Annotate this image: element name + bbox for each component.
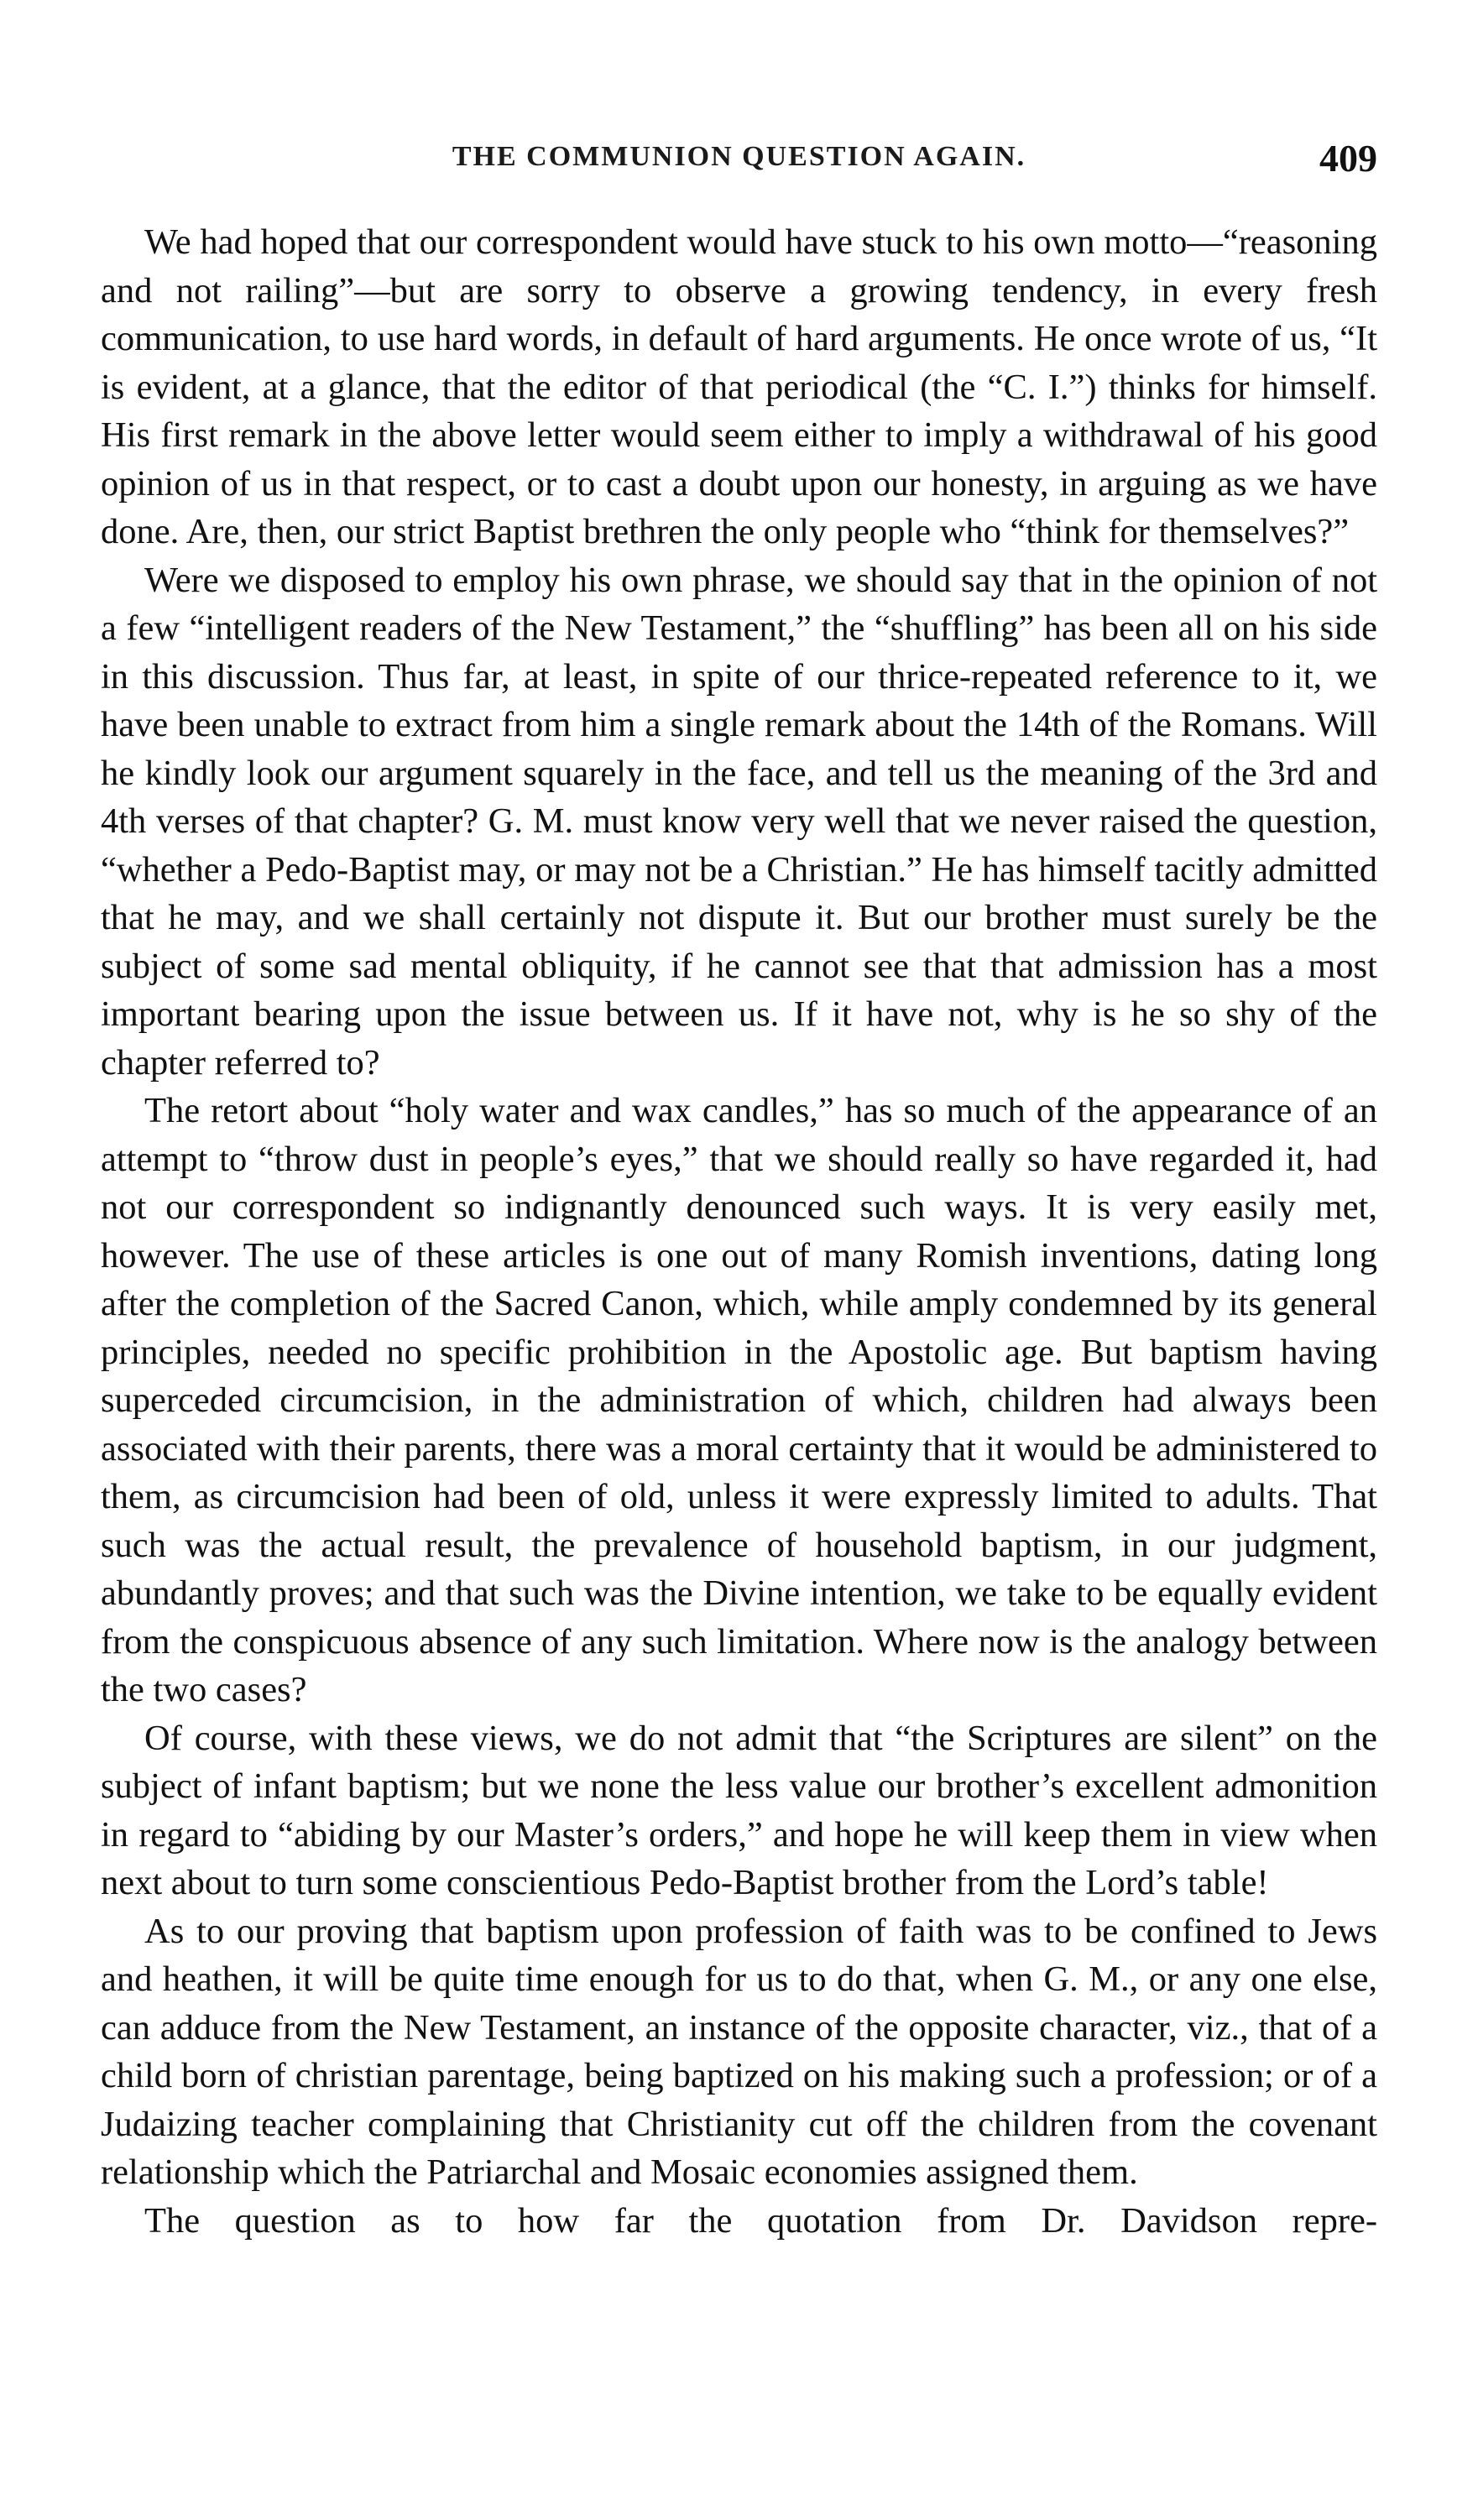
paragraph-2: Were we disposed to employ his own phrase, we should say that in the opinion of not a few “intelligent readers of the New Testament,” the “shuffling” has been all on his side in this discussion. Thus far, at least, in spite of our thrice-repeated reference to it, we have been unable to extract from him a single remark about the 14th of the Romans. Will he kindly look our argument squarely in the face, and tell us the meaning of the 3rd and 4th verses of that chapter? G. M. must know very well that we never raised the question, “whether a Pedo-Baptist may, or may not be a Christian.” He has himself tacitly admitted that he may, and we shall certainly not dispute it. But our brother must surely be the subject of some sad mental obliquity, if he cannot see that that admission has a most important bearing upon the issue between us. If it have not, why is he so shy of the chapter referred to? xyxy=(101,560,1377,1083)
paragraph-6: The question as to how far the quotation from Dr. Davidson repre- xyxy=(144,2200,1377,2241)
page-number: 409 xyxy=(1319,137,1377,180)
paragraph-4: Of course, with these views, we do not admit that “the Scriptures are silent” on the subject of infant baptism; but we none the less value our brother’s excellent admonition in regard to “abiding by our Master’s orders,” and hope he will keep them in view when next about to turn some conscientious Pedo-Baptist brother from the Lord’s table! xyxy=(101,1718,1377,1902)
body-text xyxy=(101,218,1377,2245)
page-header xyxy=(101,137,1377,191)
paragraph-1: We had hoped that our correspondent would have stuck to his own motto—“reasoning and not railing”—but are sorry to observe a growing tendency, in every fresh communication, to use hard words, in default of hard arguments. He once wrote of us, “It is evident, at a glance, that the editor of that periodical (the “C. I.”) thinks for himself. His first remark in the above letter would seem either to imply a withdrawal of his good opinion of us in that respect, or to cast a doubt upon our honesty, in arguing as we have done. Are, then, our strict Baptist brethren the only people who “think for themselves?” xyxy=(101,222,1377,551)
paragraph-5: As to our proving that baptism upon profession of faith was to be confined to Jews and heathen, it will be quite time enough for us to do that, when G. M., or any one else, can adduce from the New Testament, an instance of the opposite character, viz., that of a child born of christian parentage, being baptized on his making such a profession; or of a Judaizing teacher complaining that Christianity cut off the children from the covenant relationship which the Patriarchal and Mosaic economies assigned them. xyxy=(101,1911,1377,2192)
paragraph-3: The retort about “holy water and wax candles,” has so much of the appearance of an attempt to “throw dust in people’s eyes,” that we should really so have regarded it, had not our correspondent so indignantly denounced such ways. It is very easily met, however. The use of these articles is one out of many Romish inventions, dating long after the completion of the Sacred Canon, which, while amply condemned by its general principles, needed no specific prohibition in the Apostolic age. But baptism having superceded circumcision, in the administration of which, children had always been associated with their parents, there was a moral certainty that it would be administered to them, as circumcision had been of old, unless it were expressly limited to adults. That such was the actual result, the prevalence of household baptism, in our judgment, abundantly proves; and that such was the Divine intention, we take to be equally evident from the conspicuous absence of any such limitation. Where now is the analogy between the two cases? xyxy=(101,1091,1377,1709)
running-title: THE COMMUNION QUESTION AGAIN. xyxy=(452,141,1026,172)
